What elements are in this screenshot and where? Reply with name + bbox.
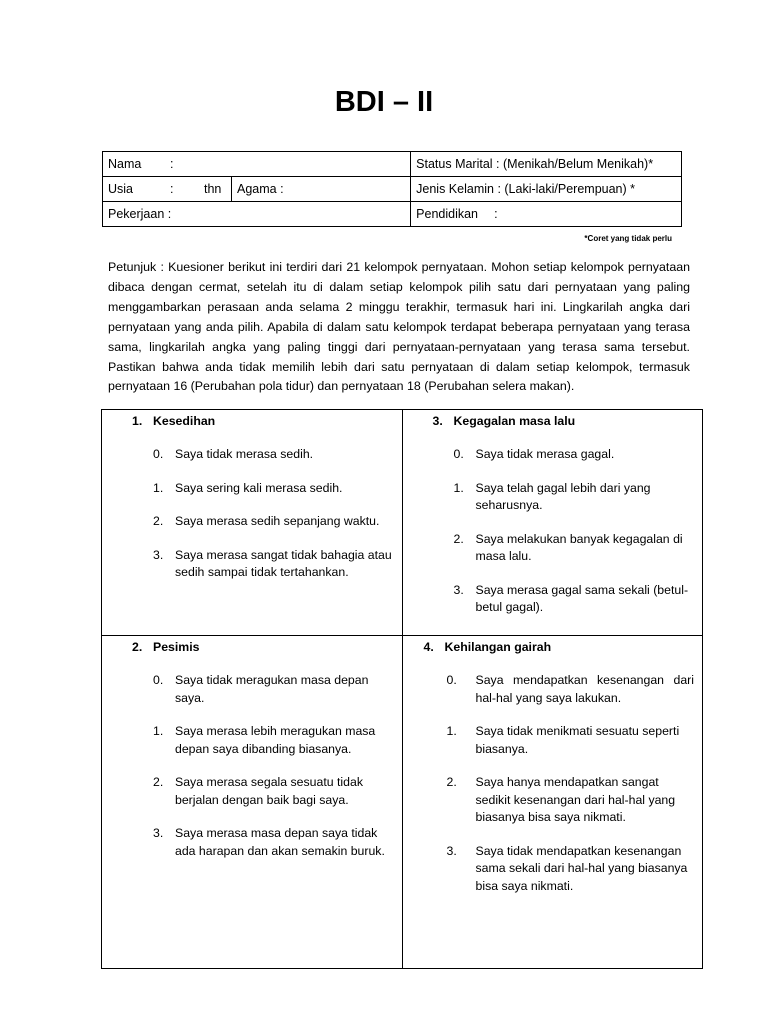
option-text: Saya tidak merasa gagal. — [475, 447, 615, 461]
option-number[interactable]: 3. — [153, 547, 164, 562]
status-field[interactable] — [411, 152, 682, 177]
agama-label: Agama : — [237, 182, 284, 196]
nama-field[interactable] — [103, 152, 411, 177]
pendidikan-field[interactable] — [411, 202, 682, 227]
item-number: 4. — [423, 640, 434, 654]
option-text: Saya tidak mendapatkan kesenangan sama sekali dari hal-hal yang biasanya bisa saya nikmati. — [475, 843, 688, 893]
jenis-kelamin-field[interactable] — [411, 177, 682, 202]
page-title: BDI – II — [334, 86, 434, 118]
option-number[interactable]: 1. — [446, 724, 457, 738]
option-number[interactable]: 1. — [153, 480, 164, 495]
identity-form — [102, 151, 682, 227]
option-number[interactable]: 2. — [153, 775, 164, 789]
instructions-paragraph: Petunjuk : Kuesioner berikut ini terdiri dari 21 kelompok pernyataan. Mohon setiap kelompok pernyataan dibaca dengan cermat, setelah itu di dalam setiap kelompok pilih satu dari pernyataan yang paling menggambarkan perasaan anda selama 2 minggu terakhir, termasuk hari ini. Lingkarilah angka dari pernyataan yang anda pilih. Apabila di dalam satu kelompok terdapat beberapa pernyataan yang terasa sama, lingkarilah angka yang paling tinggi dari pernyataan-pernyataan yang terasa sama tersebut. Pastikan bahwa anda tidak memilih lebih dari satu pernyataan di dalam setiap kelompok, termasuk pernyataan 16 (Perubahan pola tidur) dan pernyataan 18 (Perubahan selera makan). — [108, 260, 690, 394]
item-1-cell — [102, 410, 403, 636]
nama-label: Nama — [108, 157, 142, 171]
item-label: Kehilangan gairah — [444, 640, 552, 654]
option-number[interactable]: 0. — [153, 447, 164, 461]
item-number: 1. — [132, 414, 143, 428]
option-number[interactable]: 2. — [453, 531, 464, 546]
item-4-cell — [402, 636, 703, 969]
option-list — [403, 446, 703, 617]
option-number[interactable]: 3. — [453, 582, 464, 597]
option-text: Saya tidak merasa sedih. — [175, 447, 314, 461]
option-1[interactable] — [454, 480, 695, 515]
item-number: 2. — [132, 640, 143, 654]
option-2[interactable] — [153, 774, 394, 809]
option-3[interactable] — [153, 825, 394, 860]
option-text: Saya merasa sedih sepanjang waktu. — [175, 514, 380, 528]
item-label: Kesedihan — [153, 414, 216, 428]
option-text: Saya hanya mendapatkan sangat sedikit kesenangan dari hal-hal yang biasanya bisa saya nikmati. — [475, 775, 676, 824]
usia-field[interactable] — [103, 177, 232, 202]
option-number[interactable]: 1. — [453, 480, 464, 495]
strike-note: *Coret yang tidak perlu — [584, 234, 672, 243]
option-number[interactable]: 2. — [446, 775, 457, 789]
usia-colon: : — [170, 182, 174, 196]
option-1[interactable] — [153, 480, 394, 498]
option-list — [102, 672, 402, 860]
option-0[interactable] — [447, 672, 695, 707]
option-0[interactable] — [153, 672, 394, 707]
item-title — [433, 414, 703, 428]
usia-unit: thn — [204, 182, 222, 196]
status-label: Status Marital : (Menikah/Belum Menikah)* — [416, 157, 654, 171]
option-text: Saya merasa lebih meragukan masa depan saya dibanding biasanya. — [175, 724, 376, 756]
option-number[interactable]: 3. — [446, 843, 457, 858]
pekerjaan-label: Pekerjaan : — [108, 207, 172, 221]
option-0[interactable] — [153, 446, 394, 464]
usia-label: Usia — [108, 182, 134, 196]
questionnaire-grid — [101, 409, 703, 969]
agama-field[interactable] — [232, 177, 411, 202]
option-text: Saya merasa sangat tidak bahagia atau sedih sampai tidak tertahankan. — [175, 547, 392, 579]
jenis-kelamin-label: Jenis Kelamin : (Laki-laki/Perempuan) * — [416, 182, 635, 196]
option-text: Saya merasa segala sesuatu tidak berjalan dengan baik bagi saya. — [175, 775, 363, 807]
option-list — [403, 672, 703, 895]
option-text: Saya telah gagal lebih dari yang seharusnya. — [475, 480, 651, 512]
item-2-cell — [102, 636, 403, 969]
pendidikan-label: Pendidikan — [416, 207, 479, 221]
option-number[interactable]: 0. — [153, 673, 164, 687]
nama-colon: : — [170, 157, 174, 171]
item-title — [132, 640, 402, 654]
option-text: Saya merasa gagal sama sekali (betul-betul gagal). — [475, 582, 689, 614]
item-label: Pesimis — [153, 640, 200, 654]
item-number: 3. — [432, 414, 443, 428]
item-title — [424, 640, 703, 654]
option-2[interactable] — [454, 531, 695, 566]
option-1[interactable] — [153, 723, 394, 758]
option-2[interactable] — [153, 513, 394, 531]
option-2[interactable] — [447, 774, 695, 827]
option-1[interactable] — [447, 723, 695, 758]
option-0[interactable] — [454, 446, 695, 464]
option-list — [102, 446, 402, 582]
option-text: Saya tidak menikmati sesuatu seperti biasanya. — [475, 724, 680, 756]
option-3[interactable] — [153, 547, 394, 582]
item-title — [132, 414, 402, 428]
option-number[interactable]: 0. — [453, 447, 464, 461]
item-3-cell — [402, 410, 703, 636]
item-label: Kegagalan masa lalu — [453, 414, 576, 428]
option-number[interactable]: 2. — [153, 514, 164, 528]
option-3[interactable] — [447, 843, 695, 896]
option-3[interactable] — [454, 582, 695, 617]
pekerjaan-field[interactable] — [103, 202, 411, 227]
option-number[interactable]: 1. — [153, 724, 164, 738]
option-text: Saya sering kali merasa sedih. — [175, 480, 343, 495]
option-text: Saya merasa masa depan saya tidak ada harapan dan akan semakin buruk. — [175, 826, 385, 858]
option-text: Saya mendapatkan kesenangan dari hal-hal yang saya lakukan. — [475, 673, 694, 705]
option-number[interactable]: 0. — [446, 673, 457, 687]
option-number[interactable]: 3. — [153, 826, 164, 840]
pendidikan-colon: : — [494, 207, 498, 221]
option-text: Saya tidak meragukan masa depan saya. — [175, 673, 369, 705]
option-text: Saya melakukan banyak kegagalan di masa lalu. — [475, 531, 683, 563]
